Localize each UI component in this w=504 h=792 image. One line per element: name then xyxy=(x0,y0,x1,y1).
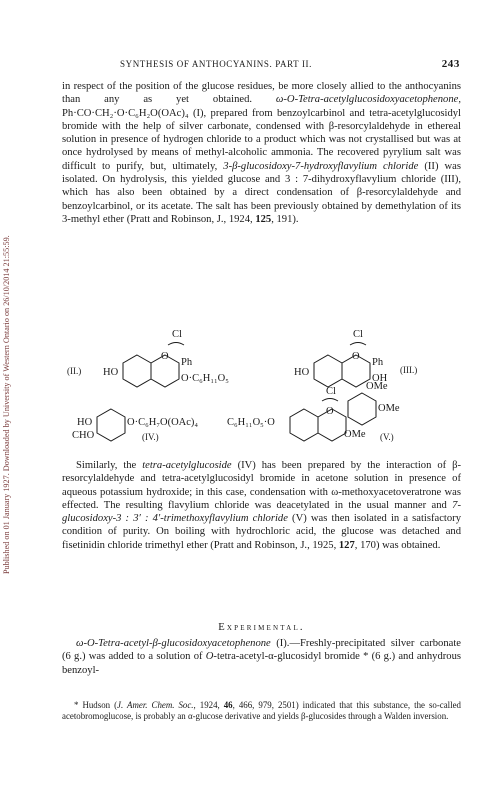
text-run: (II) was isolated. On hydrolysis, this yielded glucose and 3 : 7-dihydroxyflavylium chloride (III), which has also been obtained by a direct condensation of β-resorcylaldehyde and benzoylcarbinol, or its acetate. The salt has been previously obtained by demethylation of its 3-methyl ether (Pratt and Robinson, J., 1924, xyxy=(62,160,461,225)
hydroxy-label: HO xyxy=(294,367,310,378)
compound-name: 3-β-glucosidoxy-7-hydroxyflavylium chloride xyxy=(223,160,419,172)
text-run: , 466, 979, 2501) indicated that this substance, the so-called acetobromoglucose, is probably an α-glucose derivative and yields β-glucosides through a Walden inversion. xyxy=(62,700,461,722)
acetyl-glucosidoxy-label: O·C₆H₇O(OAc)₄ xyxy=(127,417,199,428)
italic-letter: O xyxy=(205,651,214,663)
text-run: , 170) was obtained. xyxy=(354,539,441,551)
intro-paragraph xyxy=(62,80,461,226)
text-run: , 1924, xyxy=(193,700,224,710)
volume-number: 46 xyxy=(223,700,233,710)
chloride-label: Cl xyxy=(326,386,336,397)
structure-number: (IV.) xyxy=(142,432,159,442)
download-watermark: Published on 01 January 1927. Downloaded by University of Western Ontario on 26/10/2014 21:55:59. xyxy=(2,235,11,575)
text-run: (I).—Freshly-precipitated silver carbonate (6 g.) was added to a solution of xyxy=(62,638,461,663)
text-run: (IV) has been prepared by the interaction of β-resorcylaldehyde and tetra-acetylglucosidyl bromide in acetone solution in presence of aqueous potassium hydroxide; in this case, condensation with ω-methoxyacetoveratrone was effected. The resulting flavylium chloride was deacetylated in the usual manner and xyxy=(62,460,461,511)
experimental-paragraph xyxy=(62,637,461,677)
chloride-label: Cl xyxy=(172,329,182,340)
methoxy-label: OMe xyxy=(366,381,388,392)
section-heading: Experimental. xyxy=(218,622,305,633)
phenyl-label: Ph xyxy=(372,357,384,368)
methoxy-label: OMe xyxy=(378,403,400,414)
structure-formulae xyxy=(60,315,464,455)
page-number: 243 xyxy=(441,58,460,70)
footnote xyxy=(62,700,461,722)
structure-V xyxy=(227,381,400,442)
compound-name: ω-O-Tetra-acetyl-β-glucosidoxyacetophenone xyxy=(76,638,271,649)
glucosidoxy-label: C₆H₁₁O₅·O xyxy=(227,417,275,428)
hydroxy-label: HO xyxy=(77,417,93,428)
page-header xyxy=(60,58,460,72)
volume-number: 127 xyxy=(338,539,355,551)
structure-III xyxy=(294,329,417,387)
compound-name: ω-O-Tetra-acetylglucosidoxyacetophenone xyxy=(275,94,459,106)
running-title: SYNTHESIS OF ANTHOCYANINS. PART II. xyxy=(120,59,312,69)
journal-name: J. Amer. Chem. Soc. xyxy=(117,700,194,710)
structure-number: (II.) xyxy=(67,366,82,376)
glucosidoxy-label: O·C₆H₁₁O₅ xyxy=(181,373,229,384)
volume-number: 125 xyxy=(255,213,272,225)
structure-II xyxy=(67,329,229,387)
structure-number: (V.) xyxy=(380,432,394,442)
chloride-label: Cl xyxy=(353,329,363,340)
formulae-svg xyxy=(60,315,464,455)
oxygen-label: O xyxy=(161,351,169,362)
text-run: , 191). xyxy=(271,213,299,225)
text-run: in respect of the position of the glucose residues, be more closely allied to the anthocyanins than any as yet obtained. xyxy=(62,81,461,106)
methoxy-label: OMe xyxy=(344,429,366,440)
body-paragraph xyxy=(62,459,461,552)
structure-IV xyxy=(72,409,198,442)
oxygen-label: O xyxy=(326,406,334,417)
text-run: , Ph·CO·CH₂·O·C₆H₂O(OAc)₄ (I), prepared from benzoylcarbinol and tetra-acetylglucosidyl bromide with the help of silver carbonate, condensed with β-resorcylaldehyde in ethereal solution in presence of hydrogen chloride to a product which was not crystallised but was at once hydrolysed by means of methyl-alcoholic ammonia. The recovered pyrylium salt was difficult to purify, but, ultimately, xyxy=(62,94,461,172)
hydroxyl-label: OH xyxy=(372,373,388,384)
structure-number: (III.) xyxy=(400,365,418,375)
compound-name: tetra-acetylglucoside xyxy=(142,460,232,471)
aldehyde-label: CHO xyxy=(72,430,95,441)
text-run: (V) was then isolated in a satisfactory condition of purity. On boiling with hydrochloric acid, the glucose was detached and fisetinidin chloride trimethyl ether (Pratt and Robinson, J., 1925, xyxy=(62,513,461,551)
text-run: Similarly, the xyxy=(76,460,143,471)
compound-name: 7-glucosidoxy-3 : 3′ : 4′-trimethoxyflavylium chloride xyxy=(62,499,461,525)
oxygen-label: O xyxy=(352,351,360,362)
phenyl-label: Ph xyxy=(181,357,193,368)
hydroxy-label: HO xyxy=(103,367,119,378)
text-run: * Hudson ( xyxy=(74,700,118,710)
text-run: -tetra-acetyl-α-glucosidyl bromide * (6 g.) and anhydrous benzoyl- xyxy=(62,651,461,676)
